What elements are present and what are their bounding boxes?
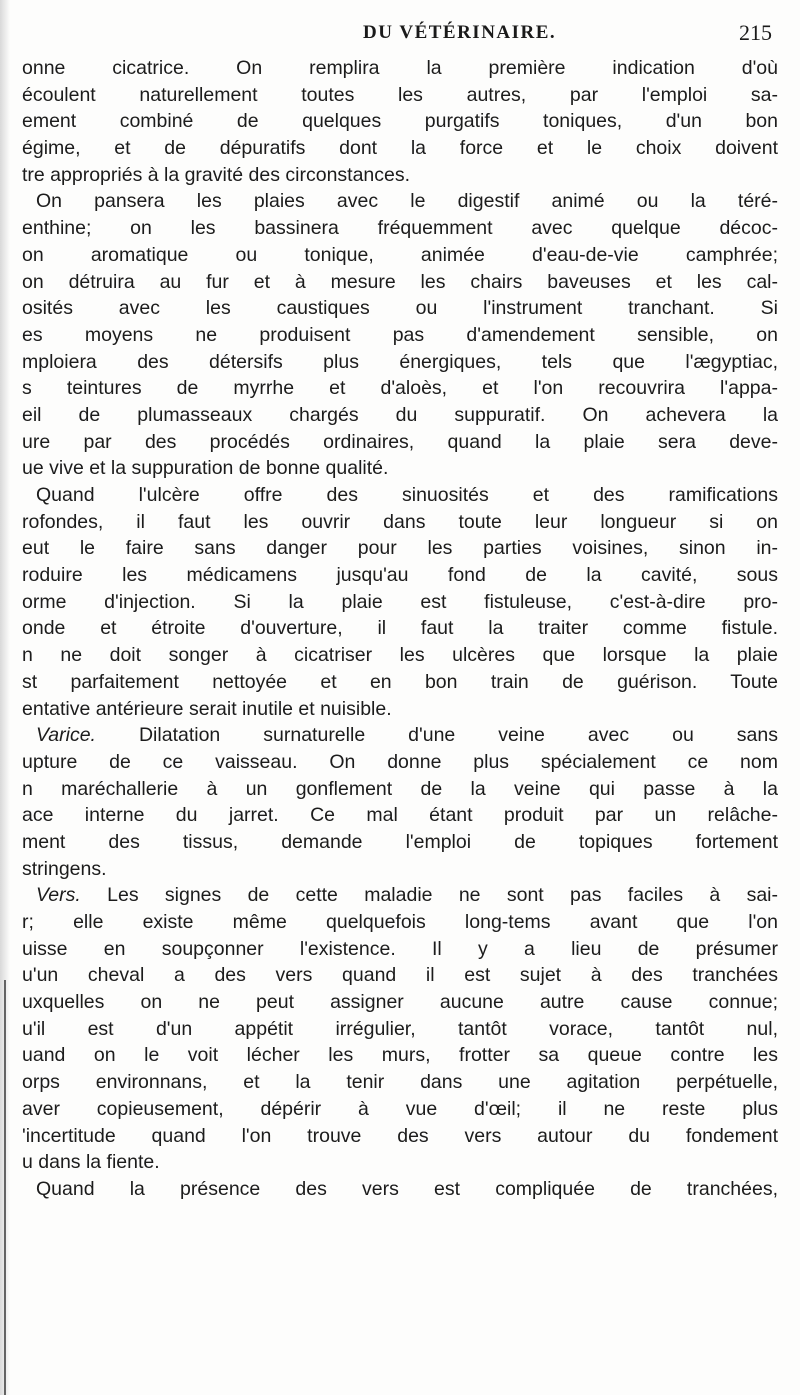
text-line: 'incertitude quand l'on trouve des vers autour du fondement: [22, 1124, 778, 1147]
text-line: rofondes, il faut les ouvrir dans toute leur longueur si on: [22, 510, 778, 533]
text-line: orme d'injection. Si la plaie est fistuleuse, c'est-à-dire pro-: [22, 590, 778, 613]
text-line: s teintures de myrrhe et d'aloès, et l'on recouvrira l'appa-: [22, 377, 778, 400]
text-line: ace interne du jarret. Ce mal étant produit par un relâche-: [22, 804, 778, 827]
text-line: Quand la présence des vers est compliquée de tranchées,: [36, 1177, 778, 1200]
running-header: [0, 20, 800, 52]
body-text: [22, 55, 778, 1203]
text-line: onne cicatrice. On remplira la première indication d'où: [22, 57, 778, 79]
text-line: orps environnans, et la tenir dans une agitation perpétuelle,: [22, 1071, 778, 1094]
text-line: Varice. Dilatation surnaturelle d'une veine avec ou sans: [36, 724, 778, 747]
text-line: uxquelles on ne peut assigner aucune autre cause connue;: [22, 991, 778, 1014]
page-number: 215: [739, 20, 772, 45]
text-line: Vers. Les signes de cette maladie ne sont pas faciles à sai-: [36, 884, 778, 907]
text-line: uisse en soupçonner l'existence. Il y a lieu de présumer: [22, 937, 778, 960]
text-line: eil de plumasseaux chargés du suppuratif. On achevera la: [22, 403, 778, 426]
text-line: r; elle existe même quelquefois long-tems avant que l'on: [22, 911, 778, 933]
text-line: es moyens ne produisent pas d'amendement sensible, on: [22, 323, 778, 346]
text-line: ement combiné de quelques purgatifs toniques, d'un bon: [22, 110, 778, 133]
text-line: entative antérieure serait inutile et nuisible.: [22, 697, 392, 720]
text-line: eut le faire sans danger pour les parties voisines, sinon in-: [22, 537, 778, 560]
text-line: aver copieusement, dépérir à vue d'œil; il ne reste plus: [22, 1097, 778, 1120]
text-line: ment des tissus, demande l'emploi de topiques fortement: [22, 830, 778, 853]
text-line: égime, et de dépuratifs dont la force et le choix doivent: [22, 137, 778, 160]
text-line: Quand l'ulcère offre des sinuosités et des ramifications: [36, 484, 778, 506]
text-line: stringens.: [22, 857, 107, 880]
text-line: on détruira au fur et à mesure les chairs baveuses et les cal-: [22, 270, 778, 293]
text-line: On pansera les plaies avec le digestif animé ou la téré-: [36, 190, 778, 213]
text-line: u dans la fiente.: [22, 1151, 160, 1174]
text-line: enthine; on les bassinera fréquemment avec quelque décoc-: [22, 217, 778, 240]
text-line: u'il est d'un appétit irrégulier, tantôt vorace, tantôt nul,: [22, 1017, 778, 1040]
running-title: DU VÉTÉRINAIRE.: [363, 22, 557, 43]
text-line: roduire les médicamens jusqu'au fond de la cavité, sous: [22, 564, 778, 587]
text-line: ure par des procédés ordinaires, quand la plaie sera deve-: [22, 430, 778, 453]
text-line: onde et étroite d'ouverture, il faut la traiter comme fistule.: [22, 617, 778, 640]
text-line: écoulent naturellement toutes les autres, par l'emploi sa-: [22, 83, 778, 106]
text-line: n maréchallerie à un gonflement de la veine qui passe à la: [22, 777, 778, 800]
text-line: upture de ce vaisseau. On donne plus spécialement ce nom: [22, 750, 778, 773]
text-line: n ne doit songer à cicatriser les ulcères que lorsque la plaie: [22, 644, 778, 667]
text-line: uand on le voit lécher les murs, frotter sa queue contre les: [22, 1044, 778, 1067]
text-line: ue vive et la suppuration de bonne qualité.: [22, 457, 389, 480]
text-line: mploiera des détersifs plus énergiques, tels que l'ægyptiac,: [22, 350, 778, 373]
text-line: tre appropriés à la gravité des circonstances.: [22, 163, 411, 186]
gutter-rule: [4, 980, 6, 1395]
text-line: osités avec les caustiques ou l'instrument tranchant. Si: [22, 297, 778, 320]
text-line: u'un cheval a des vers quand il est sujet à des tranchées: [22, 964, 778, 987]
text-line: st parfaitement nettoyée et en bon train de guérison. Toute: [22, 670, 778, 693]
text-line: on aromatique ou tonique, animée d'eau-de-vie camphrée;: [22, 243, 778, 266]
